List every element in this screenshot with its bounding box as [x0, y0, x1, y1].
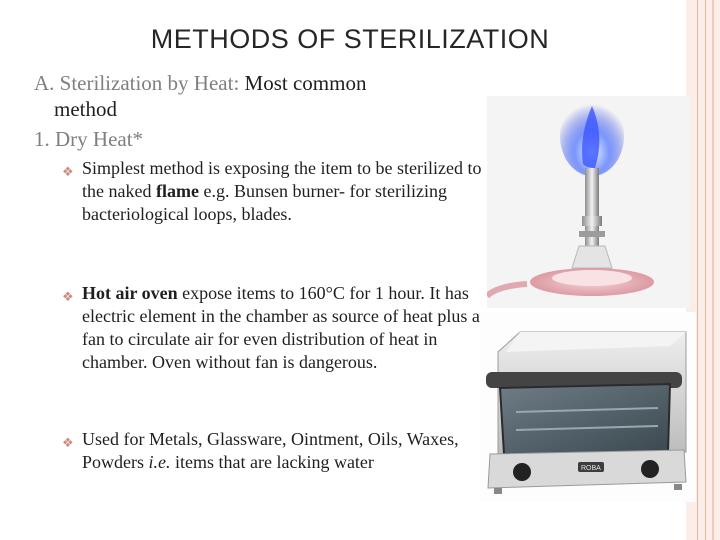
section-heading — [34, 70, 474, 122]
chevron-bullet-icon: ❖ — [62, 436, 74, 451]
heading-text: Most common — [244, 71, 367, 95]
list-item-text: Hot air oven expose items to 160°C for 1 hour. It has electric element in the chamber as source of heat plus a fan to circulate air for even distribution of heat in chamber. Oven without fan is dangerous. — [82, 283, 480, 372]
list-item — [62, 157, 482, 226]
list-item — [62, 282, 482, 374]
heading-text-continued: method — [54, 97, 117, 121]
hot-air-oven-image — [480, 312, 696, 502]
decorative-line — [712, 0, 714, 540]
list-item-text: Simplest method is exposing the item to be sterilized to the naked flame e.g. Bunsen burner- for sterilizing bacteriological loops, blades. — [82, 158, 482, 224]
decorative-line — [705, 0, 706, 540]
chevron-bullet-icon: ❖ — [62, 290, 74, 305]
chevron-bullet-icon: ❖ — [62, 165, 74, 180]
decorative-line — [697, 0, 698, 540]
list-item — [62, 428, 482, 474]
bunsen-burner-image — [487, 96, 690, 308]
oven-brand-label: ROBA — [581, 465, 601, 472]
subsection-heading: 1. Dry Heat* — [34, 127, 144, 151]
list-item-text: Used for Metals, Glassware, Ointment, Oils, Waxes, Powders i.e. items that are lacking water — [82, 429, 459, 472]
slide-title: METHODS OF STERILIZATION — [150, 24, 550, 54]
heading-label: A. Sterilization by Heat: — [34, 71, 240, 95]
